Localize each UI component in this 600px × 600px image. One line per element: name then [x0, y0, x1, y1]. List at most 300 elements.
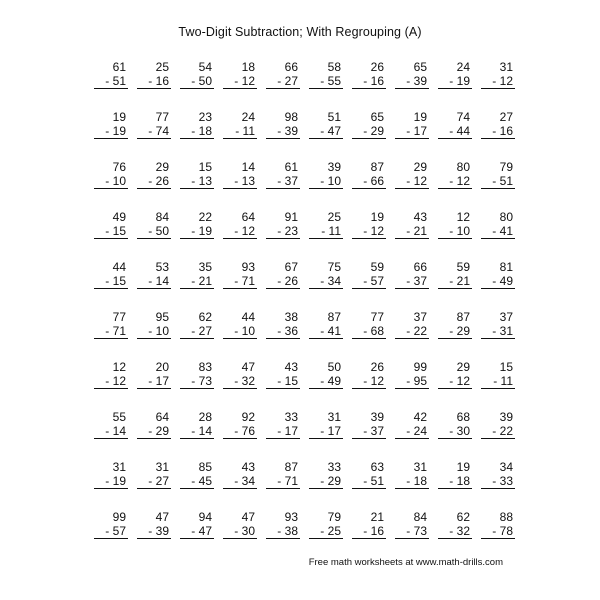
minus-sign: -	[234, 374, 239, 388]
subtrahend-value: 39	[284, 124, 298, 138]
subtrahend	[180, 374, 214, 389]
subtrahend	[266, 174, 300, 189]
subtrahend	[352, 374, 386, 389]
minus-sign: -	[148, 424, 153, 438]
subtrahend	[481, 224, 515, 239]
subtraction-problem	[472, 460, 515, 510]
subtrahend	[309, 374, 343, 389]
subtrahend	[352, 124, 386, 139]
minuend: 24	[456, 60, 470, 74]
subtraction-problem	[300, 460, 343, 510]
subtrahend-value: 27	[284, 74, 298, 88]
subtrahend-value: 74	[155, 124, 169, 138]
minus-sign: -	[191, 324, 196, 338]
subtrahend-value: 17	[284, 424, 298, 438]
minus-sign: -	[406, 374, 411, 388]
minuend: 65	[370, 110, 384, 124]
subtrahend	[352, 424, 386, 439]
minus-sign: -	[449, 374, 454, 388]
minus-sign: -	[277, 74, 282, 88]
minuend: 31	[112, 460, 126, 474]
subtraction-problem	[257, 410, 300, 460]
subtraction-problem	[472, 210, 515, 260]
subtraction-problem	[300, 410, 343, 460]
minus-sign: -	[234, 74, 239, 88]
subtrahend	[395, 374, 429, 389]
subtrahend-value: 51	[499, 174, 513, 188]
subtrahend-value: 78	[499, 524, 513, 538]
subtrahend	[94, 174, 128, 189]
minus-sign: -	[406, 474, 411, 488]
subtraction-problem	[128, 460, 171, 510]
subtraction-problem	[386, 160, 429, 210]
minuend: 62	[198, 310, 212, 324]
minus-sign: -	[406, 324, 411, 338]
subtrahend-value: 18	[198, 124, 212, 138]
subtraction-problem	[257, 310, 300, 360]
minus-sign: -	[492, 424, 497, 438]
minus-sign: -	[105, 474, 110, 488]
minus-sign: -	[277, 274, 282, 288]
minus-sign: -	[148, 274, 153, 288]
minuend: 87	[370, 160, 384, 174]
minus-sign: -	[105, 524, 110, 538]
subtraction-problem	[472, 410, 515, 460]
subtraction-problem	[300, 510, 343, 560]
minuend: 87	[284, 460, 298, 474]
minus-sign: -	[320, 124, 325, 138]
subtrahend-value: 12	[370, 374, 384, 388]
subtraction-problem	[171, 410, 214, 460]
minus-sign: -	[406, 124, 411, 138]
subtraction-problem	[300, 60, 343, 110]
minuend: 19	[370, 210, 384, 224]
subtraction-problem	[386, 310, 429, 360]
subtrahend-value: 16	[370, 524, 384, 538]
subtraction-problem	[300, 260, 343, 310]
subtrahend-value: 10	[456, 224, 470, 238]
subtrahend-value: 49	[327, 374, 341, 388]
minuend: 88	[499, 510, 513, 524]
subtrahend	[266, 424, 300, 439]
subtrahend	[309, 474, 343, 489]
subtraction-problem	[171, 160, 214, 210]
subtraction-problem	[386, 110, 429, 160]
subtrahend	[481, 474, 515, 489]
minus-sign: -	[449, 474, 454, 488]
minuend: 64	[155, 410, 169, 424]
minuend: 68	[456, 410, 470, 424]
minuend: 42	[413, 410, 427, 424]
subtraction-problem	[171, 460, 214, 510]
minus-sign: -	[191, 524, 196, 538]
subtrahend-value: 95	[413, 374, 427, 388]
minuend: 19	[413, 110, 427, 124]
minuend: 54	[198, 60, 212, 74]
subtrahend-value: 10	[327, 174, 341, 188]
subtrahend-value: 57	[112, 524, 126, 538]
subtrahend	[395, 524, 429, 539]
problem-grid	[85, 60, 515, 560]
minus-sign: -	[148, 324, 153, 338]
minuend: 59	[456, 260, 470, 274]
subtraction-problem	[429, 510, 472, 560]
subtraction-problem	[257, 460, 300, 510]
subtrahend	[266, 224, 300, 239]
minus-sign: -	[148, 224, 153, 238]
subtrahend-value: 73	[198, 374, 212, 388]
minus-sign: -	[492, 124, 497, 138]
subtrahend	[352, 474, 386, 489]
minus-sign: -	[191, 374, 196, 388]
subtrahend-value: 13	[198, 174, 212, 188]
subtraction-problem	[300, 210, 343, 260]
subtrahend-value: 34	[327, 274, 341, 288]
subtrahend-value: 27	[198, 324, 212, 338]
subtrahend-value: 29	[370, 124, 384, 138]
subtrahend	[481, 424, 515, 439]
subtrahend-value: 19	[456, 74, 470, 88]
subtraction-problem	[85, 360, 128, 410]
problem-row	[85, 210, 515, 260]
minuend: 51	[327, 110, 341, 124]
subtrahend	[223, 324, 257, 339]
subtrahend-value: 15	[112, 274, 126, 288]
subtrahend	[309, 324, 343, 339]
minuend: 15	[499, 360, 513, 374]
subtraction-problem	[257, 510, 300, 560]
subtraction-problem	[386, 60, 429, 110]
minuend: 15	[198, 160, 212, 174]
subtrahend-value: 23	[284, 224, 298, 238]
minuend: 61	[284, 160, 298, 174]
minus-sign: -	[493, 374, 498, 388]
subtrahend	[223, 374, 257, 389]
problem-row	[85, 110, 515, 160]
subtrahend	[438, 424, 472, 439]
minus-sign: -	[320, 74, 325, 88]
minus-sign: -	[191, 74, 196, 88]
minus-sign: -	[234, 474, 239, 488]
minuend: 87	[456, 310, 470, 324]
subtraction-problem	[343, 310, 386, 360]
minuend: 39	[499, 410, 513, 424]
subtrahend	[137, 74, 171, 89]
subtrahend-value: 30	[241, 524, 255, 538]
subtraction-problem	[214, 460, 257, 510]
subtrahend	[438, 74, 472, 89]
minuend: 37	[499, 310, 513, 324]
minus-sign: -	[449, 524, 454, 538]
minus-sign: -	[363, 124, 368, 138]
subtrahend-value: 30	[456, 424, 470, 438]
subtrahend	[352, 174, 386, 189]
minuend: 27	[499, 110, 513, 124]
subtrahend	[223, 174, 257, 189]
minuend: 28	[198, 410, 212, 424]
subtraction-problem	[429, 60, 472, 110]
subtraction-problem	[472, 110, 515, 160]
subtraction-problem	[85, 210, 128, 260]
minuend: 19	[456, 460, 470, 474]
subtrahend-value: 68	[370, 324, 384, 338]
minus-sign: -	[277, 224, 282, 238]
subtrahend-value: 19	[112, 474, 126, 488]
subtraction-problem	[171, 110, 214, 160]
subtrahend-value: 12	[413, 174, 427, 188]
minus-sign: -	[234, 524, 239, 538]
subtrahend	[481, 324, 515, 339]
minuend: 59	[370, 260, 384, 274]
minuend: 23	[198, 110, 212, 124]
minuend: 19	[112, 110, 126, 124]
subtraction-problem	[343, 60, 386, 110]
subtrahend-value: 25	[327, 524, 341, 538]
minuend: 44	[241, 310, 255, 324]
subtrahend-value: 12	[456, 374, 470, 388]
subtraction-problem	[343, 160, 386, 210]
subtrahend	[180, 474, 214, 489]
subtrahend-value: 12	[112, 374, 126, 388]
problem-row	[85, 260, 515, 310]
subtraction-problem	[429, 260, 472, 310]
subtraction-problem	[128, 360, 171, 410]
minuend: 31	[413, 460, 427, 474]
minuend: 80	[456, 160, 470, 174]
subtraction-problem	[85, 310, 128, 360]
problem-row	[85, 60, 515, 110]
subtraction-problem	[214, 360, 257, 410]
subtraction-problem	[386, 510, 429, 560]
minus-sign: -	[363, 474, 368, 488]
subtrahend-value: 41	[327, 324, 341, 338]
subtrahend	[438, 224, 472, 239]
subtrahend-value: 71	[112, 324, 126, 338]
minus-sign: -	[406, 524, 411, 538]
subtrahend-value: 17	[413, 124, 427, 138]
subtrahend	[137, 324, 171, 339]
subtrahend	[94, 124, 128, 139]
subtraction-problem	[257, 60, 300, 110]
subtrahend-value: 38	[284, 524, 298, 538]
subtrahend-value: 15	[284, 374, 298, 388]
subtrahend	[438, 274, 472, 289]
minuend: 99	[413, 360, 427, 374]
subtrahend-value: 18	[413, 474, 427, 488]
subtrahend	[395, 424, 429, 439]
minus-sign: -	[492, 74, 497, 88]
subtrahend	[137, 174, 171, 189]
subtrahend	[438, 124, 472, 139]
minus-sign: -	[320, 174, 325, 188]
subtrahend-value: 12	[370, 224, 384, 238]
subtraction-problem	[472, 260, 515, 310]
minus-sign: -	[449, 324, 454, 338]
subtraction-problem	[85, 460, 128, 510]
subtrahend	[395, 124, 429, 139]
minus-sign: -	[234, 174, 239, 188]
subtraction-problem	[343, 360, 386, 410]
minus-sign: -	[148, 524, 153, 538]
minuend: 81	[499, 260, 513, 274]
subtrahend	[223, 474, 257, 489]
minus-sign: -	[105, 324, 110, 338]
subtraction-problem	[343, 260, 386, 310]
minuend: 33	[284, 410, 298, 424]
subtraction-problem	[85, 410, 128, 460]
subtrahend	[352, 224, 386, 239]
minus-sign: -	[363, 524, 368, 538]
subtraction-problem	[300, 310, 343, 360]
subtrahend-value: 17	[155, 374, 169, 388]
subtraction-problem	[214, 510, 257, 560]
minuend: 79	[499, 160, 513, 174]
subtrahend-value: 66	[370, 174, 384, 188]
minus-sign: -	[406, 224, 411, 238]
subtrahend	[94, 74, 128, 89]
subtraction-problem	[214, 310, 257, 360]
subtraction-problem	[85, 160, 128, 210]
minus-sign: -	[234, 274, 239, 288]
minus-sign: -	[277, 524, 282, 538]
subtrahend	[266, 524, 300, 539]
minuend: 76	[112, 160, 126, 174]
subtraction-problem	[343, 110, 386, 160]
minuend: 75	[327, 260, 341, 274]
subtrahend	[180, 324, 214, 339]
subtraction-problem	[128, 310, 171, 360]
minuend: 99	[112, 510, 126, 524]
problem-row	[85, 510, 515, 560]
minus-sign: -	[105, 374, 110, 388]
minus-sign: -	[191, 474, 196, 488]
subtraction-problem	[128, 510, 171, 560]
minuend: 83	[198, 360, 212, 374]
subtrahend	[180, 224, 214, 239]
minus-sign: -	[277, 474, 282, 488]
minuend: 20	[155, 360, 169, 374]
subtraction-problem	[343, 410, 386, 460]
problem-row	[85, 360, 515, 410]
minuend: 29	[155, 160, 169, 174]
subtraction-problem	[214, 210, 257, 260]
subtraction-problem	[343, 210, 386, 260]
subtrahend-value: 37	[413, 274, 427, 288]
subtrahend-value: 37	[284, 174, 298, 188]
subtraction-problem	[472, 360, 515, 410]
subtrahend-value: 29	[327, 474, 341, 488]
minus-sign: -	[277, 124, 282, 138]
minuend: 95	[155, 310, 169, 324]
subtrahend	[137, 124, 171, 139]
subtrahend	[481, 524, 515, 539]
subtrahend	[180, 274, 214, 289]
subtrahend-value: 16	[155, 74, 169, 88]
subtrahend	[395, 474, 429, 489]
subtrahend-value: 44	[456, 124, 470, 138]
subtrahend	[309, 424, 343, 439]
subtraction-problem	[257, 210, 300, 260]
minuend: 47	[241, 510, 255, 524]
minuend: 29	[413, 160, 427, 174]
minuend: 87	[327, 310, 341, 324]
subtraction-problem	[386, 460, 429, 510]
subtrahend	[309, 274, 343, 289]
minus-sign: -	[320, 424, 325, 438]
minuend: 43	[284, 360, 298, 374]
minus-sign: -	[320, 274, 325, 288]
minus-sign: -	[492, 224, 497, 238]
subtrahend-value: 12	[241, 224, 255, 238]
subtraction-problem	[300, 160, 343, 210]
minus-sign: -	[363, 74, 368, 88]
subtraction-problem	[85, 60, 128, 110]
subtrahend	[180, 424, 214, 439]
minuend: 49	[112, 210, 126, 224]
minus-sign: -	[492, 324, 497, 338]
minus-sign: -	[320, 474, 325, 488]
subtrahend-value: 21	[413, 224, 427, 238]
subtraction-problem	[128, 210, 171, 260]
subtraction-problem	[171, 310, 214, 360]
subtrahend-value: 32	[456, 524, 470, 538]
minus-sign: -	[449, 174, 454, 188]
subtraction-problem	[386, 260, 429, 310]
problem-row	[85, 310, 515, 360]
subtrahend	[352, 524, 386, 539]
subtrahend	[94, 224, 128, 239]
minuend: 77	[155, 110, 169, 124]
subtraction-problem	[128, 60, 171, 110]
minuend: 65	[413, 60, 427, 74]
subtrahend	[180, 124, 214, 139]
minuend: 22	[198, 210, 212, 224]
subtrahend	[309, 74, 343, 89]
subtrahend-value: 19	[198, 224, 212, 238]
minus-sign: -	[148, 474, 153, 488]
subtraction-problem	[171, 210, 214, 260]
minuend: 43	[241, 460, 255, 474]
subtrahend-value: 39	[155, 524, 169, 538]
subtrahend-value: 51	[370, 474, 384, 488]
minus-sign: -	[148, 374, 153, 388]
minus-sign: -	[363, 324, 368, 338]
minuend: 77	[112, 310, 126, 324]
subtrahend	[223, 274, 257, 289]
subtrahend	[266, 124, 300, 139]
subtrahend	[266, 474, 300, 489]
subtrahend-value: 22	[413, 324, 427, 338]
subtraction-problem	[386, 210, 429, 260]
subtraction-problem	[257, 260, 300, 310]
minuend: 92	[241, 410, 255, 424]
minuend: 61	[112, 60, 126, 74]
subtraction-problem	[171, 360, 214, 410]
minus-sign: -	[105, 424, 110, 438]
subtrahend-value: 14	[155, 274, 169, 288]
subtrahend	[223, 424, 257, 439]
minuend: 62	[456, 510, 470, 524]
subtrahend	[438, 524, 472, 539]
subtrahend	[309, 224, 343, 239]
minus-sign: -	[449, 424, 454, 438]
subtraction-problem	[171, 260, 214, 310]
subtrahend	[352, 74, 386, 89]
minus-sign: -	[449, 74, 454, 88]
subtrahend-value: 50	[198, 74, 212, 88]
subtraction-problem	[429, 210, 472, 260]
subtrahend-value: 51	[112, 74, 126, 88]
